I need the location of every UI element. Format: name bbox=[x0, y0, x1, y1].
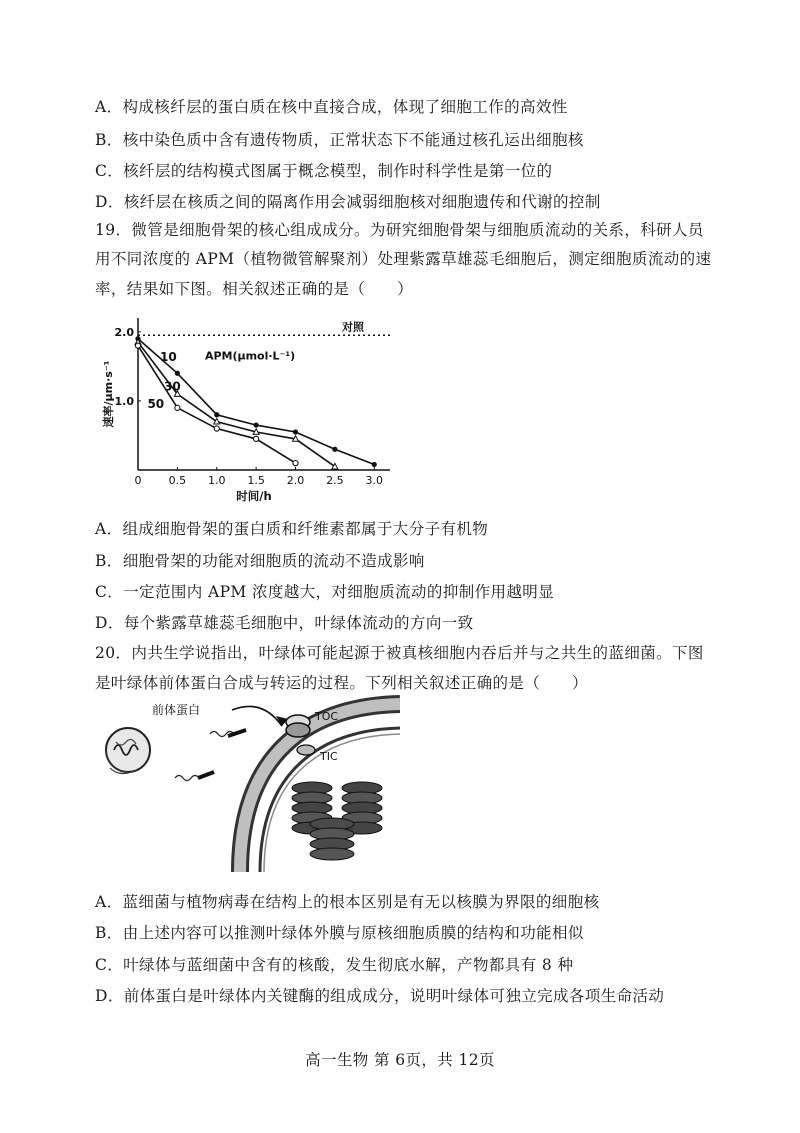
point-50 bbox=[135, 343, 140, 348]
nucleus-drawing bbox=[106, 728, 150, 774]
point-50 bbox=[293, 460, 298, 465]
y-axis-label: 速率/μm·s⁻¹ bbox=[102, 360, 115, 428]
q20-stem-line-2: 是叶绿体前体蛋白合成与转运的过程。下列相关叙述正确的是（ ） bbox=[95, 674, 588, 692]
point-50 bbox=[214, 426, 219, 431]
x-tick-label: 0 bbox=[134, 474, 142, 487]
point-10 bbox=[254, 422, 259, 427]
tic-label: TIC bbox=[320, 750, 338, 763]
x-tick-label: 2.0 bbox=[286, 474, 305, 487]
q18-option-b: B．核中染色质中含有遗传物质，正常状态下不能通过核孔运出细胞核 bbox=[95, 131, 584, 149]
precursor-protein-label: 前体蛋白 bbox=[152, 703, 201, 717]
toc-label: TOC bbox=[315, 710, 339, 723]
point-10 bbox=[293, 429, 298, 434]
ribosome-squiggles bbox=[175, 730, 246, 781]
q20-option-b: B．由上述内容可以推测叶绿体外膜与原核细胞质膜的结构和功能相似 bbox=[95, 924, 584, 942]
series-label-50: 50 bbox=[147, 396, 165, 411]
arrow-to-toc bbox=[232, 706, 282, 726]
point-10 bbox=[175, 371, 180, 376]
q18-option-a: A．构成核纤层的蛋白质在核中直接合成，体现了细胞工作的高效性 bbox=[95, 98, 568, 116]
x-tick-label: 0.5 bbox=[168, 474, 187, 487]
q19-stem-line-1: 19．微管是细胞骨架的核心组成成分。为研究细胞骨架与细胞质流动的关系，科研人员 bbox=[95, 221, 704, 239]
point-10 bbox=[332, 447, 337, 452]
page-footer: 高一生物 第 6页，共 12页 bbox=[305, 1051, 495, 1069]
thylakoid-grana bbox=[292, 782, 382, 860]
chart-control-line bbox=[138, 319, 390, 335]
chart-labels-group bbox=[147, 349, 295, 410]
point-50 bbox=[254, 436, 259, 441]
q18-option-c: C．核纤层的结构模式图属于概念模型，制作时科学性是第一位的 bbox=[95, 162, 553, 180]
x-tick-label: 1.5 bbox=[247, 474, 265, 487]
q19-option-a: A．组成细胞骨架的蛋白质和纤维素都属于大分子有机物 bbox=[95, 520, 489, 538]
point-10 bbox=[214, 412, 219, 417]
legend-title: APM(μmol·L⁻¹) bbox=[204, 349, 296, 363]
q19-stem-line-2: 用不同浓度的 APM（植物微管解聚剂）处理紫露草雄蕊毛细胞后，测定细胞质流动的速 bbox=[95, 250, 712, 268]
q19-stem-line-3: 率，结果如下图。相关叙述正确的是（ ） bbox=[95, 280, 414, 298]
apm-rate-chart bbox=[100, 308, 400, 508]
q19-option-b: B．细胞骨架的功能对细胞质的流动不造成影响 bbox=[95, 552, 425, 570]
control-label: 对照 bbox=[342, 320, 364, 334]
y-tick-label: 1.0 bbox=[114, 394, 134, 408]
x-tick-label: 3.0 bbox=[365, 474, 383, 487]
chart-axes bbox=[101, 318, 390, 503]
y-tick-label: 2.0 bbox=[114, 325, 134, 339]
x-tick-label: 2.5 bbox=[326, 474, 344, 487]
tic-complex bbox=[297, 745, 315, 755]
series-label-30: 30 bbox=[163, 379, 181, 394]
chloroplast-protein-transport-diagram bbox=[100, 692, 400, 872]
q20-stem-line-1: 20．内共生学说指出，叶绿体可能起源于被真核细胞内吞后并与之共生的蓝细菌。下图 bbox=[95, 644, 704, 662]
q18-option-d: D．核纤层在核质之间的隔离作用会减弱细胞核对细胞遗传和代谢的控制 bbox=[95, 193, 601, 211]
q19-option-d: D．每个紫露草雄蕊毛细胞中，叶绿体流动的方向一致 bbox=[95, 614, 474, 632]
x-axis-label: 时间/h bbox=[236, 489, 272, 503]
q20-option-c: C．叶绿体与蓝细菌中含有的核酸，发生彻底水解，产物都具有 8 种 bbox=[95, 956, 574, 974]
q20-option-a: A．蓝细菌与植物病毒在结构上的根本区别是有无以核膜为界限的细胞核 bbox=[95, 893, 600, 911]
q20-option-d: D．前体蛋白是叶绿体内关键酶的组成成分，说明叶绿体可独立完成各项生命活动 bbox=[95, 987, 665, 1005]
granum-bottom bbox=[310, 818, 354, 860]
x-tick-label: 1.0 bbox=[208, 474, 226, 487]
series-label-10: 10 bbox=[160, 349, 177, 364]
point-50 bbox=[175, 405, 180, 410]
toc-complex bbox=[286, 715, 310, 737]
point-10 bbox=[372, 462, 377, 467]
q19-option-c: C．一定范围内 APM 浓度越大，对细胞质流动的抑制作用越明显 bbox=[95, 583, 555, 601]
